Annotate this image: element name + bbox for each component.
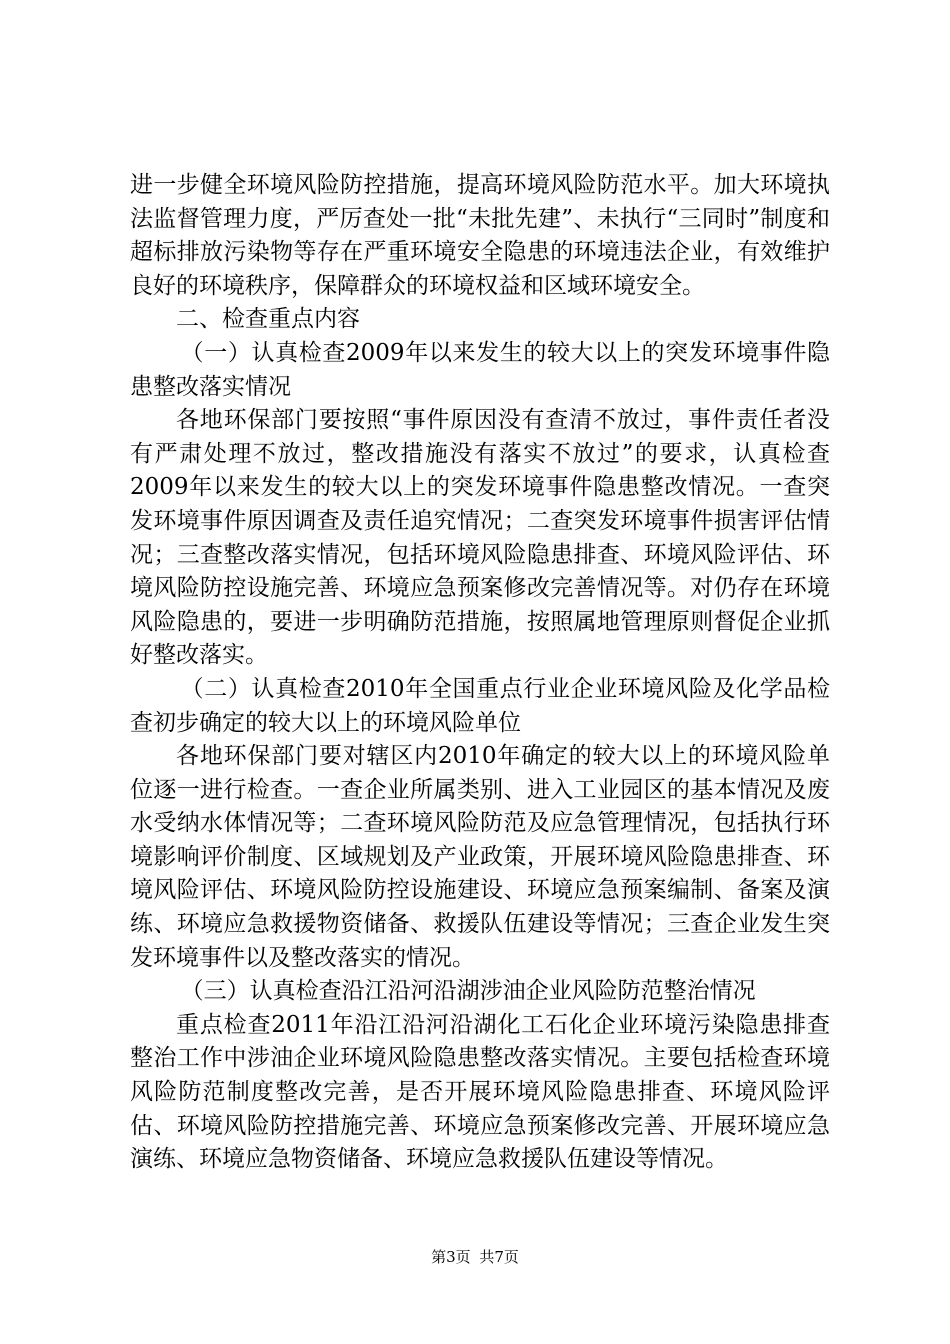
subsection-heading-3: （三）认真检查沿江沿河沿湖涉油企业风险防范整治情况 [180, 978, 756, 1005]
page-total: 共7页 [479, 1248, 519, 1266]
document-body [130, 169, 830, 1177]
paragraph-3: 重点检查2011年沿江沿河沿湖化工石化企业环境污染隐患排查整治工作中涉油企业环境风险隐患整改落实情况。主要包括检查环境风险防范制度整改完善，是否开展环境风险隐患排查、环境风险评估、环境风险防控措施完善、环境应急预案修改完善、开展环境应急演练、环境应急物资储备、环境应急救援队伍建设等情况。 [130, 1011, 830, 1173]
paragraph-1: 各地环保部门要按照“事件原因没有查清不放过，事件责任者没有严肃处理不放过，整改措施没有落实不放过”的要求，认真检查2009年以来发生的较大以上的突发环境事件隐患整改情况。一查突发环境事件原因调查及责任追究情况；二查突发环境事件损害评估情况；三查整改落实情况，包括环境风险隐患排查、环境风险评估、环境风险防控设施完善、环境应急预案修改完善情况等。对仍存在环境风险隐患的，要进一步明确防范措施，按照属地管理原则督促企业抓好整改落实。 [130, 407, 830, 669]
subsection-heading-2: （二）认真检查2010年全国重点行业企业环境风险及化学品检查初步确定的较大以上的环境风险单位 [130, 675, 830, 736]
paragraph-continuation: 进一步健全环境风险防控措施，提高环境风险防范水平。加大环境执法监督管理力度，严厉查处一批“未批先建”、未执行“三同时”制度和超标排放污染物等存在严重环境安全隐患的环境违法企业，有效维护良好的环境秩序，保障群众的环境权益和区域环境安全。 [130, 172, 830, 299]
section-heading: 二、检查重点内容 [176, 306, 360, 333]
page-number: 第3页 [431, 1248, 471, 1266]
paragraph-2: 各地环保部门要对辖区内2010年确定的较大以上的环境风险单位逐一进行检查。一查企业所属类别、进入工业园区的基本情况及废水受纳水体情况等；二查环境风险防范及应急管理情况，包括执行环境影响评价制度、区域规划及产业政策，开展环境风险隐患排查、环境风险评估、环境风险防控设施建设、环境应急预案编制、备案及演练、环境应急救援物资储备、救援队伍建设等情况；三查企业发生突发环境事件以及整改落实的情况。 [130, 743, 830, 971]
subsection-heading-1: （一）认真检查2009年以来发生的较大以上的突发环境事件隐患整改落实情况 [130, 339, 830, 400]
page-footer [0, 1246, 950, 1267]
